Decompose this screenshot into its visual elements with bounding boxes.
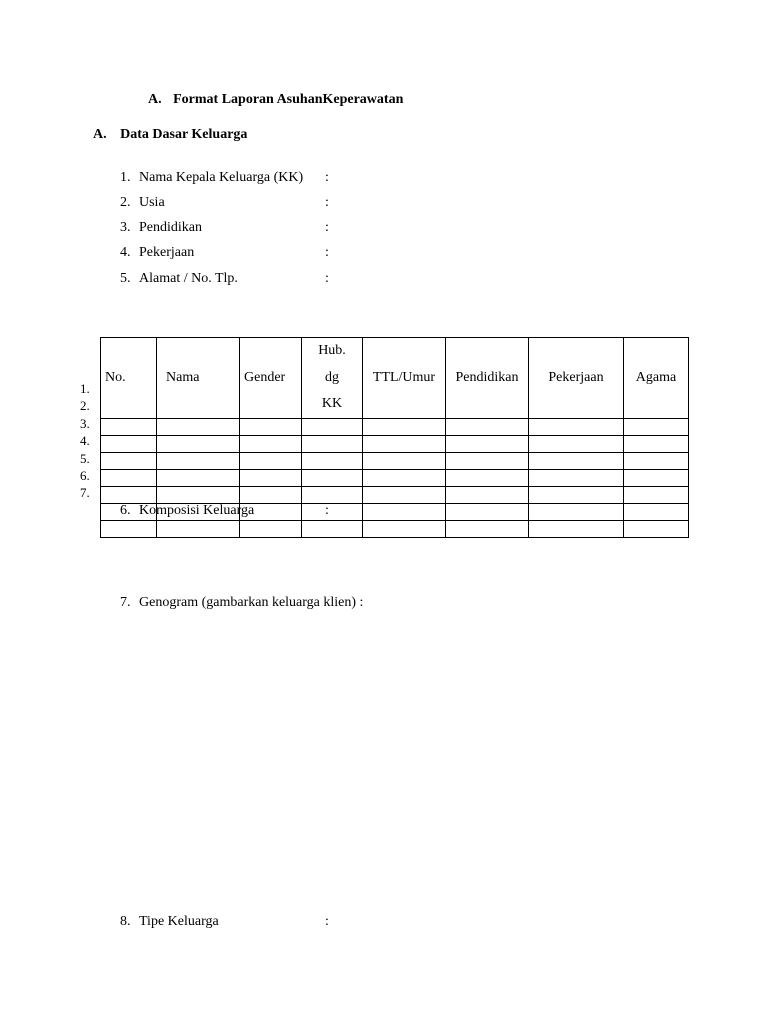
field-usia bbox=[120, 196, 340, 212]
header-pendidikan: Pendidikan bbox=[446, 338, 529, 419]
table-cell[interactable] bbox=[446, 520, 529, 537]
table-row bbox=[101, 486, 689, 503]
row-number: 2. bbox=[80, 398, 90, 414]
field-colon: : bbox=[325, 245, 329, 260]
field-label: Genogram (gambarkan keluarga klien) : bbox=[139, 595, 364, 610]
table-cell[interactable] bbox=[624, 469, 689, 486]
table-cell[interactable] bbox=[101, 435, 157, 452]
table-cell[interactable] bbox=[101, 520, 157, 537]
table-row-numbers bbox=[80, 380, 90, 502]
table-cell[interactable] bbox=[302, 469, 363, 486]
table-cell[interactable] bbox=[446, 469, 529, 486]
field-alamat bbox=[120, 272, 340, 288]
table-cell[interactable] bbox=[302, 520, 363, 537]
field-label: Tipe Keluarga bbox=[139, 914, 219, 929]
header-gender: Gender bbox=[240, 338, 302, 419]
table-row bbox=[101, 435, 689, 452]
section-text: Data Dasar Keluarga bbox=[120, 127, 248, 142]
field-label: Nama Kepala Keluarga (KK) bbox=[139, 170, 304, 185]
table-cell[interactable] bbox=[240, 452, 302, 469]
field-number: 6. bbox=[120, 503, 131, 518]
field-label: Usia bbox=[139, 195, 165, 210]
table-cell[interactable] bbox=[529, 469, 624, 486]
field-pendidikan bbox=[120, 221, 340, 237]
field-pekerjaan bbox=[120, 246, 340, 262]
field-label: Alamat / No. Tlp. bbox=[139, 271, 238, 286]
table-cell[interactable] bbox=[240, 469, 302, 486]
table-cell[interactable] bbox=[157, 486, 240, 503]
table-cell[interactable] bbox=[446, 486, 529, 503]
table-cell[interactable] bbox=[101, 418, 157, 435]
table-cell[interactable] bbox=[157, 452, 240, 469]
table-cell[interactable] bbox=[446, 435, 529, 452]
field-number: 3. bbox=[120, 220, 131, 235]
table-header-row bbox=[101, 338, 689, 419]
field-komposisi bbox=[120, 504, 340, 520]
field-label: Komposisi Keluarga bbox=[139, 503, 255, 518]
row-number: 6. bbox=[80, 467, 90, 483]
table-cell[interactable] bbox=[240, 418, 302, 435]
table-cell[interactable] bbox=[624, 486, 689, 503]
title-number: A. bbox=[148, 92, 162, 107]
table-row bbox=[101, 418, 689, 435]
field-genogram bbox=[120, 596, 420, 612]
header-ttl-umur: TTL/Umur bbox=[363, 338, 446, 419]
table-cell[interactable] bbox=[363, 486, 446, 503]
table-cell[interactable] bbox=[529, 452, 624, 469]
field-number: 5. bbox=[120, 271, 131, 286]
table-cell[interactable] bbox=[363, 452, 446, 469]
row-number: 7. bbox=[80, 485, 90, 501]
table-cell[interactable] bbox=[363, 418, 446, 435]
row-number: 3. bbox=[80, 415, 90, 431]
title-text: Format Laporan AsuhanKeperawatan bbox=[173, 92, 404, 107]
field-colon: : bbox=[325, 503, 329, 518]
table-row bbox=[101, 520, 689, 537]
table-cell[interactable] bbox=[302, 486, 363, 503]
table-cell[interactable] bbox=[446, 503, 529, 520]
header-no: No. bbox=[101, 338, 157, 419]
table-cell[interactable] bbox=[624, 418, 689, 435]
table-cell[interactable] bbox=[529, 520, 624, 537]
table-cell[interactable] bbox=[157, 469, 240, 486]
header-nama: Nama bbox=[157, 338, 240, 419]
field-tipe-keluarga bbox=[120, 915, 340, 931]
table-cell[interactable] bbox=[446, 452, 529, 469]
header-agama: Agama bbox=[624, 338, 689, 419]
field-number: 4. bbox=[120, 245, 131, 260]
field-colon: : bbox=[325, 220, 329, 235]
table-cell[interactable] bbox=[529, 503, 624, 520]
table-cell[interactable] bbox=[363, 435, 446, 452]
table-row bbox=[101, 469, 689, 486]
table-cell[interactable] bbox=[157, 520, 240, 537]
row-number: 4. bbox=[80, 433, 90, 449]
row-number: 5. bbox=[80, 450, 90, 466]
header-pekerjaan: Pekerjaan bbox=[529, 338, 624, 419]
table-cell[interactable] bbox=[363, 469, 446, 486]
field-colon: : bbox=[325, 195, 329, 210]
table-cell[interactable] bbox=[624, 503, 689, 520]
section-heading bbox=[93, 128, 247, 142]
table-row bbox=[101, 452, 689, 469]
header-hub-kk: Hub. dg KK bbox=[302, 338, 363, 419]
field-number: 8. bbox=[120, 914, 131, 929]
table-cell[interactable] bbox=[302, 435, 363, 452]
table-cell[interactable] bbox=[446, 418, 529, 435]
document-title bbox=[148, 93, 403, 107]
table-cell[interactable] bbox=[302, 452, 363, 469]
table-cell[interactable] bbox=[302, 418, 363, 435]
section-number: A. bbox=[93, 127, 107, 142]
table-cell[interactable] bbox=[157, 418, 240, 435]
field-label: Pekerjaan bbox=[139, 245, 195, 260]
table-cell[interactable] bbox=[363, 503, 446, 520]
field-colon: : bbox=[325, 170, 329, 185]
field-label: Pendidikan bbox=[139, 220, 202, 235]
table-cell[interactable] bbox=[624, 520, 689, 537]
table-cell[interactable] bbox=[529, 435, 624, 452]
table-cell[interactable] bbox=[624, 435, 689, 452]
field-number: 7. bbox=[120, 595, 131, 610]
field-nama-kk bbox=[120, 171, 340, 187]
field-colon: : bbox=[325, 914, 329, 929]
table-cell[interactable] bbox=[101, 486, 157, 503]
table-cell[interactable] bbox=[101, 452, 157, 469]
table-cell[interactable] bbox=[157, 435, 240, 452]
table-cell[interactable] bbox=[101, 469, 157, 486]
row-number: 1. bbox=[80, 381, 90, 396]
field-colon: : bbox=[325, 271, 329, 286]
field-number: 1. bbox=[120, 170, 131, 185]
table-cell[interactable] bbox=[363, 520, 446, 537]
table-cell[interactable] bbox=[240, 520, 302, 537]
table-cell[interactable] bbox=[624, 452, 689, 469]
table-cell[interactable] bbox=[240, 486, 302, 503]
field-number: 2. bbox=[120, 195, 131, 210]
table-cell[interactable] bbox=[240, 435, 302, 452]
table-cell[interactable] bbox=[529, 418, 624, 435]
table-cell[interactable] bbox=[529, 486, 624, 503]
